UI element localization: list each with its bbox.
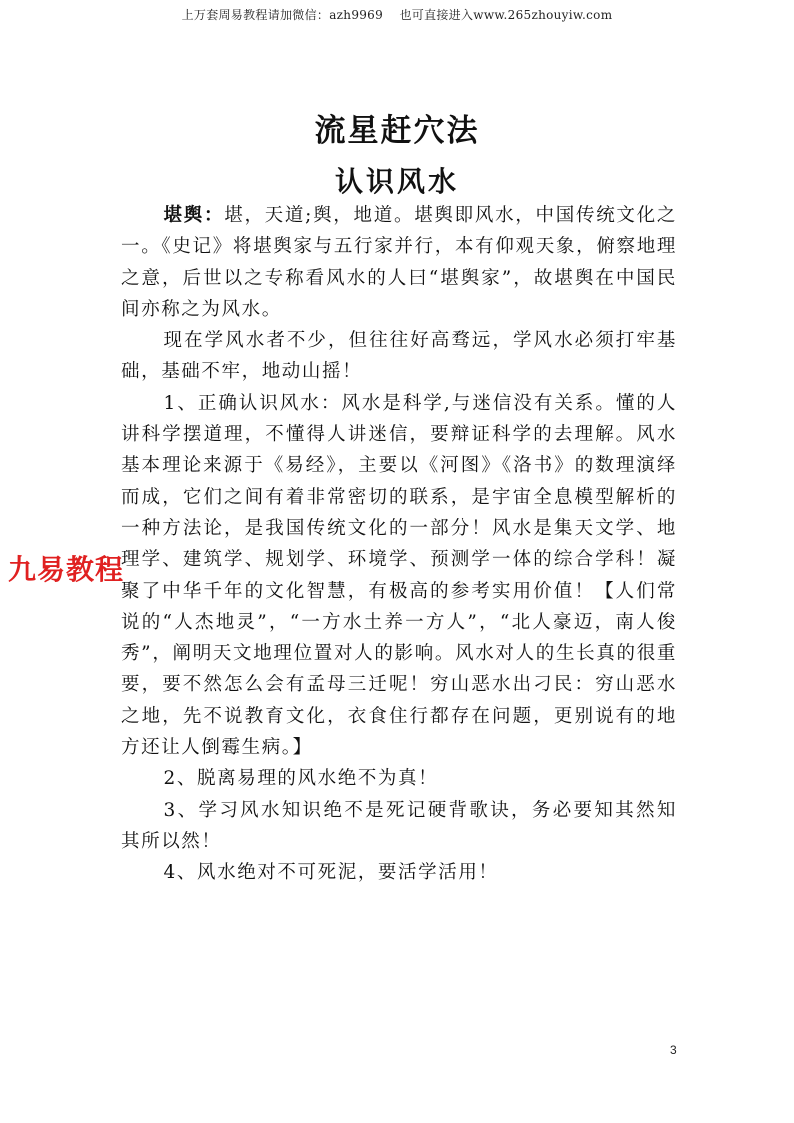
watermark-logo: 九易教程 — [8, 553, 125, 586]
paragraph-point-2: 2、脱离易理的风水绝不为真！ — [163, 768, 439, 790]
header-note: 上万套周易教程请加微信：azh9969 也可直接进入www.265zhouyiw.com — [181, 8, 613, 22]
paragraph-term: 堪舆： — [163, 205, 225, 226]
paragraph-point-3: 3、学习风水知识绝不是死记硬背歌诀，务必要知其然知其所以然！ — [121, 799, 677, 852]
page-number: 3 — [670, 1043, 677, 1057]
paragraph-foundation: 现在学风水者不少，但往往好高骛远，学风水必须打牢基础，基础不牢，地动山摇！ — [121, 330, 677, 383]
paragraph-point-1: 1、正确认识风水：风水是科学,与迷信没有关系。懂的人讲科学摆道理，不懂得人讲迷信，要辩证科学的去理解。风水基本理论来源于《易经》，主要以《河图》《洛书》的数理演绎而成，它们之间有着非常密切的联系，是宇宙全息模型解析的一种方法论，是我国传统文化的一部分！风水是集天文学、地理学、建筑学、规划学、环境学、预测学一体的综合学科！凝聚了中华千年的文化智慧，有极高的参考实用价值！【人们常说的“人杰地灵”，“一方水土养一方人”，“北人豪迈，南人俊秀”，阐明天文地理位置对人的影响。风水对人的生长真的很重要，要不然怎么会有孟母三迁呢！穷山恶水出刁民：穷山恶水之地，先不说教育文化，衣食住行都存在问题，更别说有的地方还让人倒霉生病。】 — [121, 392, 677, 759]
document-title: 流星赶穴法 — [314, 113, 480, 149]
document-subtitle: 认识风水 — [334, 165, 459, 198]
paragraph-point-4: 4、风水绝对不可死泥，要活学活用！ — [163, 862, 499, 884]
paragraph-text: 堪，天道;舆，地道。堪舆即风水，中国传统文化之一。《史记》将堪舆家与五行家并行，本有仰观天象，俯察地理之意，后世以之专称看风水的人曰“堪舆家”，故堪舆在中国民间亦称之为风水。 — [121, 205, 677, 320]
document-body — [121, 200, 677, 889]
paragraph-kanyu — [121, 200, 677, 325]
